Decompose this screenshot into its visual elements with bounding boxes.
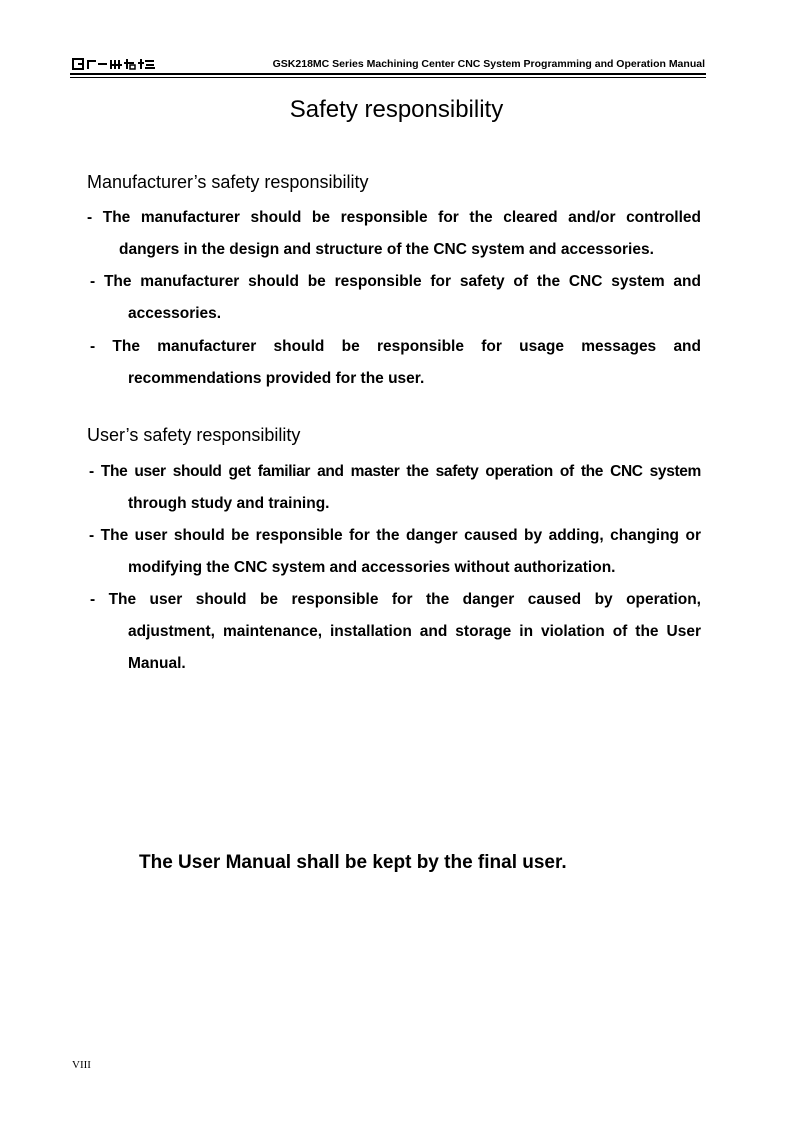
- closing-note: The User Manual shall be kept by the final user.: [139, 852, 567, 873]
- manufacturer-heading: Manufacturer’s safety responsibility: [87, 172, 369, 192]
- header-rule-thick: [70, 73, 706, 75]
- page-number: VIII: [72, 1059, 91, 1071]
- page-header: [70, 54, 705, 74]
- user-heading: User’s safety responsibility: [87, 425, 301, 445]
- gsk-logo: [72, 57, 162, 71]
- header-rule-thin: [70, 77, 706, 78]
- list-item: - The user should get familiar and master the safety operation of the CNC system through study and training.: [89, 463, 701, 512]
- gsk-logo-mark: [72, 57, 160, 71]
- list-item: - The manufacturer should be responsible for the cleared and/or controlled dangers in the design and structure of the CNC system and accessories.: [87, 209, 701, 258]
- list-item: - The manufacturer should be responsible for usage messages and recommendations provided for the user.: [90, 338, 701, 387]
- manual-title: GSK218MC Series Machining Center CNC System Programming and Operation Manual: [272, 58, 705, 70]
- page-title: Safety responsibility: [289, 96, 504, 123]
- list-item: - The user should be responsible for the danger caused by adding, changing or modifying the CNC system and accessories without authorization.: [89, 527, 701, 576]
- list-item: - The manufacturer should be responsible for safety of the CNC system and accessories.: [90, 273, 701, 322]
- list-item: - The user should be responsible for the danger caused by operation, adjustment, maintenance, installation and storage in violation of the User Manual.: [90, 591, 701, 672]
